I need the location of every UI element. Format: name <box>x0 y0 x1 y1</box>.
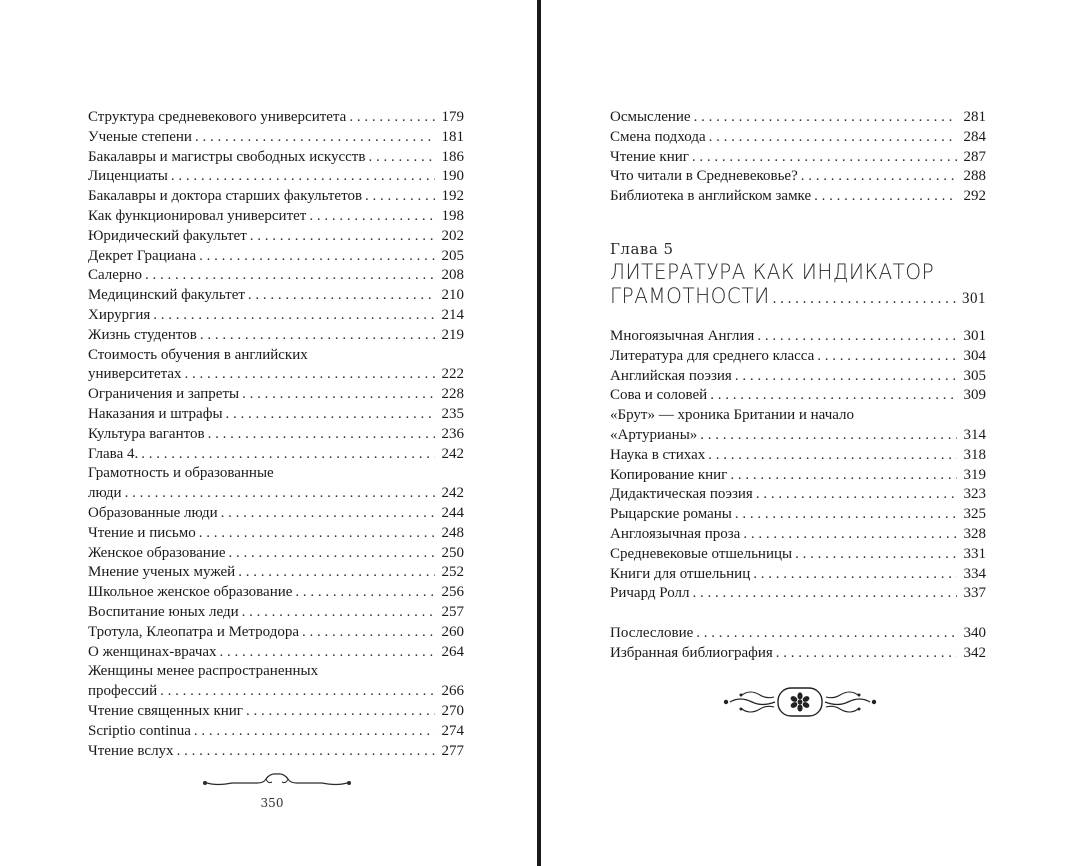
toc-entry[interactable]: люди . . . 242 <box>88 484 464 504</box>
toc-entry[interactable]: Послесловие . . . 340 <box>610 624 986 644</box>
toc-entry[interactable]: Что читали в Средневековье? . . . 288 <box>610 167 986 187</box>
toc-entry[interactable]: Мнение ученых мужей . . . 252 <box>88 563 464 583</box>
toc-entry[interactable]: профессий . . . 266 <box>88 682 464 702</box>
toc-entry[interactable]: Культура вагантов . . . 236 <box>88 425 464 445</box>
toc-entry[interactable]: «Артурианы» . . . 314 <box>610 426 986 446</box>
toc-entry[interactable]: Книги для отшельниц . . . 334 <box>610 565 986 585</box>
toc-entry[interactable]: Ограничения и запреты . . . 228 <box>88 385 464 405</box>
toc-entry[interactable]: Наука в стихах . . . 318 <box>610 446 986 466</box>
toc-entry[interactable]: Бакалавры и магистры свободных искусств . . . 186 <box>88 148 464 168</box>
toc-entry[interactable]: Scriptio continua . . . 274 <box>88 722 464 742</box>
toc-entry[interactable]: Английская поэзия . . . 305 <box>610 367 986 387</box>
toc-entry[interactable]: Англоязычная проза . . . 328 <box>610 525 986 545</box>
toc-entry[interactable]: Женское образование . . . 250 <box>88 544 464 564</box>
toc-entry[interactable]: Смена подхода . . . 284 <box>610 128 986 148</box>
toc-entry[interactable]: Чтение священных книг . . . 270 <box>88 702 464 722</box>
toc-right-end <box>610 624 986 664</box>
toc-entry[interactable]: Многоязычная Англия . . . 301 <box>610 327 986 347</box>
toc-entry-first-line[interactable]: Грамотность и образованные <box>88 465 274 482</box>
toc-entry-first-line[interactable]: Женщины менее распространенных <box>88 663 319 680</box>
toc-entry[interactable]: Библиотека в английском замке . . . 292 <box>610 187 986 207</box>
toc-entry[interactable]: Тротула, Клеопатра и Метродора . . . 260 <box>88 623 464 643</box>
toc-entry[interactable]: Школьное женское образование . . . 256 <box>88 583 464 603</box>
toc-entry[interactable]: Средневековые отшельницы . . . 331 <box>610 545 986 565</box>
toc-entry[interactable]: университетах . . . 222 <box>88 365 464 385</box>
page-number: 350 <box>260 796 284 810</box>
toc-entry[interactable]: Декрет Грациана . . . 205 <box>88 247 464 267</box>
toc-entry[interactable]: Избранная библиография . . . 342 <box>610 644 986 664</box>
toc-right-chapter <box>610 327 986 604</box>
toc-entry[interactable]: Бакалавры и доктора старших факультетов . . . 192 <box>88 187 464 207</box>
toc-entry[interactable]: Лиценциаты . . . 190 <box>88 167 464 187</box>
toc-entry[interactable]: Ричард Ролл . . . 337 <box>610 584 986 604</box>
toc-entry[interactable]: Рыцарские романы . . . 325 <box>610 505 986 525</box>
toc-entry-first-line[interactable]: Стоимость обучения в английских <box>88 346 308 363</box>
toc-entry[interactable]: Дидактическая поэзия . . . 323 <box>610 485 986 505</box>
toc-entry[interactable]: Глава 4. . . . 242 <box>88 445 464 465</box>
toc-entry[interactable]: Образованные люди . . . 244 <box>88 504 464 524</box>
chapter-label: Глава 5 <box>610 240 674 258</box>
toc-entry[interactable]: Наказания и штрафы . . . 235 <box>88 405 464 425</box>
end-ornament-icon <box>720 683 880 721</box>
toc-entry[interactable]: О женщинах-врачах . . . 264 <box>88 643 464 663</box>
toc-entry[interactable]: Как функционировал университет . . . 198 <box>88 207 464 227</box>
chapter-title-line2: ГРАМОТНОСТИ . . . 301 <box>610 284 986 311</box>
toc-entry[interactable]: Осмысление . . . 281 <box>610 108 986 128</box>
toc-entry[interactable]: Чтение и письмо . . . 248 <box>88 524 464 544</box>
toc-entry[interactable]: Салерно . . . 208 <box>88 266 464 286</box>
toc-entry[interactable]: Ученые степени . . . 181 <box>88 128 464 148</box>
toc-left <box>88 108 464 761</box>
toc-entry[interactable]: Копирование книг . . . 319 <box>610 466 986 486</box>
toc-entry[interactable]: Чтение вслух . . . 277 <box>88 742 464 762</box>
toc-entry-first-line[interactable]: «Брут» — хроника Британии и начало <box>610 407 855 424</box>
toc-right <box>610 108 986 207</box>
toc-entry[interactable]: Структура средневекового университета . . . 179 <box>88 108 464 128</box>
toc-entry[interactable]: Литература для среднего класса . . . 304 <box>610 347 986 367</box>
toc-entry[interactable]: Юридический факультет . . . 202 <box>88 227 464 247</box>
chapter-title <box>610 260 986 311</box>
toc-entry[interactable]: Медицинский факультет . . . 210 <box>88 286 464 306</box>
footer-ornament-icon <box>202 772 352 790</box>
toc-entry[interactable]: Жизнь студентов . . . 219 <box>88 326 464 346</box>
toc-entry[interactable]: Воспитание юных леди . . . 257 <box>88 603 464 623</box>
toc-entry[interactable]: Чтение книг . . . 287 <box>610 148 986 168</box>
chapter-heading[interactable] <box>610 238 986 309</box>
chapter-title-line1: ЛИТЕРАТУРА КАК ИНДИКАТОР <box>610 258 935 285</box>
toc-entry[interactable]: Хирургия . . . 214 <box>88 306 464 326</box>
toc-entry[interactable]: Сова и соловей . . . 309 <box>610 386 986 406</box>
